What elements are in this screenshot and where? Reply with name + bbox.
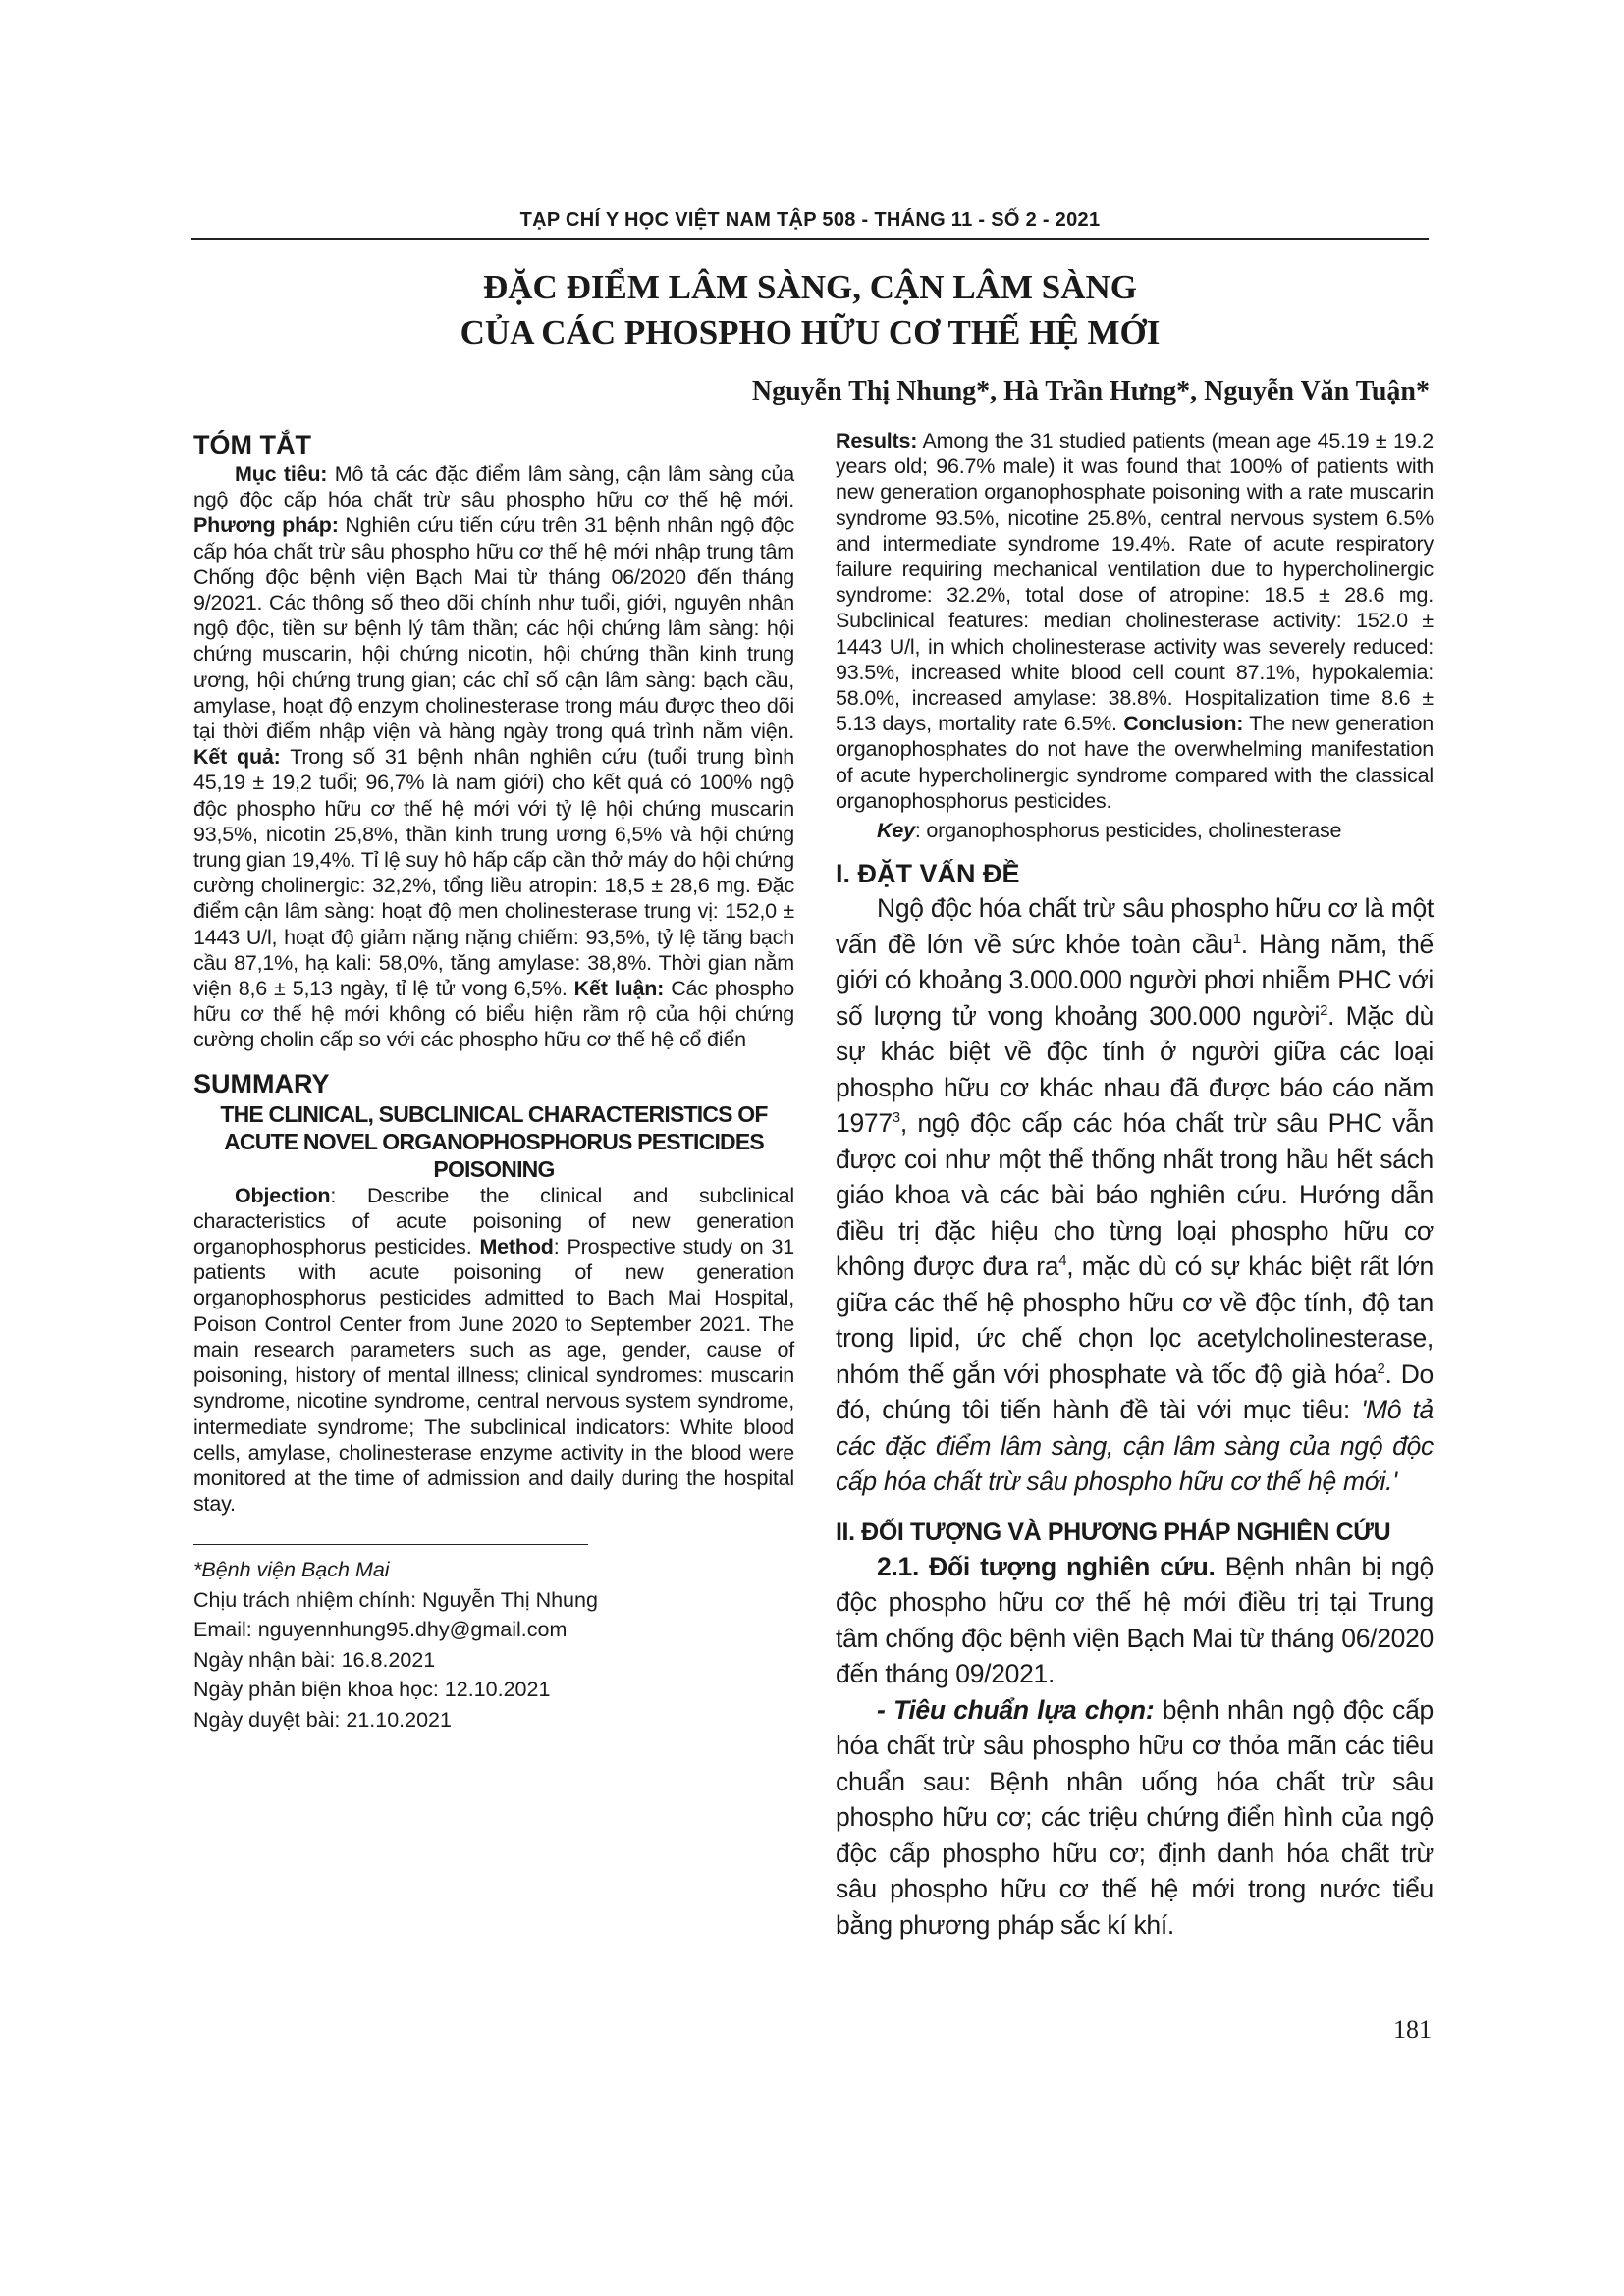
intro-text-6: . Do đó, chúng tôi tiến hành đề tài với mục tiêu:	[836, 1359, 1434, 1425]
author-list: Nguyễn Thị Nhung*, Hà Trần Hưng*, Nguyễn Văn Tuận*	[751, 376, 1430, 406]
footnote-email: Email: nguyennhung95.dhy@gmail.com	[193, 1618, 568, 1642]
objection-label: Objection	[235, 1183, 331, 1207]
subsection-text: Bệnh nhân bị ngộ độc phospho hữu cơ thế hệ mới điều trị tại Trung tâm chống độc bệnh viện Bạch Mai từ tháng 06/2020 đến tháng 09/2021.	[836, 1551, 1434, 1689]
summary-results-paragraph	[836, 428, 1434, 814]
method-label: Phương pháp:	[193, 513, 339, 538]
subsection-label: 2.1. Đối tượng nghiên cứu.	[877, 1551, 1216, 1581]
summary-method-text: : Prospective study on 31 patients with acute poisoning of new generation organophosphorus pesticides admitted to Bach Mai Hospital, Poison Control Center from June 2020 to September 2021. The main research parameters such as age, gender, cause of poisoning, history of mental illness; clinical syndromes: muscarin syndrome, nicotine syndrome, central nervous system syndrome, intermediate syndrome; The subclinical indicators: White blood cells, amylase, cholinesterase enzyme activity in the blood were monitored at the time of admission and daily during the hospital stay.	[193, 1235, 794, 1517]
left-column	[193, 428, 794, 1735]
summary-conclusion-label: Conclusion:	[1123, 712, 1244, 736]
footnote-responsible: Chịu trách nhiệm chính: Nguyễn Thị Nhung	[193, 1587, 598, 1612]
intro-text-5: , mặc dù có sự khác biệt rất lớn giữa các thế hệ phospho hữu cơ về độc tính, độ tan trong lipid, ức chế chọn lọc acetylcholinesterase, nhóm thế gắn với phosphate và tốc độ già hóa	[836, 1252, 1434, 1389]
conclusion-text: Các phospho hữu cơ thế hệ mới không có biểu hiện rầm rộ của hội chứng cường cholin cấp so với các phospho hữu cơ thế hệ cổ điển	[193, 977, 794, 1052]
journal-header: TẠP CHÍ Y HỌC VIỆT NAM TẬP 508 - THÁNG 11 - SỐ 2 - 2021	[519, 209, 1101, 231]
summary-method-label: Method	[479, 1235, 554, 1259]
keywords	[836, 818, 1434, 843]
results-label: Kết quả:	[193, 745, 281, 770]
citation-ref: 4	[1058, 1253, 1067, 1270]
footnote-rule	[193, 1544, 588, 1545]
summary-conclusion-text: The new generation organophosphates do not have the overwhelming manifestation of acute hypercholinergic syndrome compared with the classical organophosphorus pesticides.	[836, 712, 1434, 813]
summary-results-label: Results:	[836, 429, 918, 453]
section-2-1-paragraph	[836, 1549, 1434, 1692]
keywords-label: Key	[877, 819, 915, 843]
abstract-vi-paragraph	[193, 461, 794, 1053]
objective-label: Mục tiêu:	[235, 462, 328, 486]
intro-text-3: . Mặc dù sự khác biệt về độc tính ở người giữa các loại phospho hữu cơ khác nhau đã được báo cáo năm 1977	[836, 1000, 1434, 1139]
intro-text-2: . Hàng năm, thế giới có khoảng 3.000.000 người phơi nhiễm PHC với số lượng tử vong khoảng 300.000 người	[836, 929, 1434, 1031]
page-number: 181	[1393, 2015, 1432, 2044]
header-rule	[191, 238, 1429, 240]
footnote-received: Ngày nhận bài: 16.8.2021	[193, 1647, 436, 1672]
citation-ref: 1	[1232, 930, 1241, 947]
summary-paragraph	[193, 1183, 794, 1518]
citation-ref: 2	[1320, 1001, 1328, 1019]
criteria-paragraph	[836, 1692, 1434, 1944]
footnote-approved: Ngày duyệt bài: 21.10.2021	[193, 1707, 452, 1732]
intro-text-1: Ngộ độc hóa chất trừ sâu phospho hữu cơ là một vấn đề lớn về sức khỏe toàn cầu	[836, 893, 1434, 959]
summary-results-text: Among the 31 studied patients (mean age 45.19 ± 19.2 years old; 96.7% male) it was found that 100% of patients with new generation organophosphate poisoning with a rate muscarin syndrome 93.5%, nicotine 25.8%, central nervous system 6.5% and intermediate syndrome 19.4%. Rate of acute respiratory failure requiring mechanical ventilation due to hypercholinergic syndrome: 32.2%, total dose of atropine: 18.5 ± 28.6 mg. Subclinical features: median cholinesterase activity: 152.0 ± 1443 U/l, in which cholinesterase activity was severely reduced: 93.5%, increased white blood cell count 87.1%, hypokalemia: 58.0%, increased amylase: 38.8%. Hospitalization time 8.6 ± 5.13 days, mortality rate 6.5%.	[836, 429, 1434, 736]
objective-text: Mô tả các đặc điểm lâm sàng, cận lâm sàng của ngộ độc cấp hóa chất trừ sâu phospho hữu cơ thế hệ mới.	[193, 462, 794, 512]
study-objective: 'Mô tả các đặc điểm lâm sàng, cận lâm sàng của ngộ độc cấp hóa chất trừ sâu phospho hữu cơ thế hệ mới.'	[836, 1395, 1434, 1497]
title-line-2: CỦA CÁC PHOSPHO HỮU CƠ THẾ HỆ MỚI	[460, 313, 1161, 351]
intro-text-4: , ngộ độc cấp các hóa chất trừ sâu PHC vẫn được coi như một thể thống nhất trong hầu hết sách giáo khoa và các bài báo nghiên cứu. Hướng dẫn điều trị đặc hiệu cho từng loại phospho hữu cơ không được đưa ra	[836, 1108, 1434, 1282]
footnote-reviewed: Ngày phản biện khoa học: 12.10.2021	[193, 1678, 551, 1702]
title-line-1: ĐẶC ĐIỂM LÂM SÀNG, CẬN LÂM SÀNG	[483, 268, 1137, 306]
citation-ref: 2	[1377, 1360, 1385, 1377]
footnote-affiliation: *Bệnh viện Bạch Mai	[193, 1558, 390, 1582]
right-column	[836, 428, 1434, 1943]
section-1-paragraph	[836, 890, 1434, 1500]
criteria-text: bệnh nhân ngộ độc cấp hóa chất trừ sâu phospho hữu cơ thỏa mãn các tiêu chuẩn sau: Bệnh nhân uống hóa chất trừ sâu phospho hữu cơ; các triệu chứng điển hình của ngộ độc cấp phospho hữu cơ; định danh hóa chất trừ sâu phospho hữu cơ thế hệ mới trong nước tiểu bằng phương pháp sắc kí khí.	[836, 1694, 1434, 1940]
criteria-label: - Tiêu chuẩn lựa chọn:	[877, 1694, 1155, 1725]
method-text: Nghiên cứu tiến cứu trên 31 bệnh nhân ngộ độc cấp hóa chất trừ sâu phospho hữu cơ thế hệ mới nhập trung tâm Chống độc bệnh viện Bạch Mai từ tháng 06/2020 đến tháng 9/2021. Các thông số theo dõi chính như tuổi, giới, nguyên nhân ngộ độc, tiền sư bệnh lý tâm thần; các hội chứng lâm sàng: hội chứng muscarin, hội chứng nicotin, hội chứng thần kinh trung ương, hội chứng trung gian; các chỉ số cận lâm sàng: bạch cầu, amylase, hoạt độ enzym cholinesterase trong máu được theo dõi tại thời điểm nhập viện và hàng ngày trong quá trình nằm viện.	[193, 513, 794, 744]
results-text: Trong số 31 bệnh nhân nghiên cứu (tuổi trung bình 45,19 ± 19,2 tuổi; 96,7% là nam giới) cho kết quả có 100% ngộ độc phospho hữu cơ thế hệ mới với tỷ lệ hội chứng muscarin 93,5%, nicotin 25,8%, thần kinh trung ương 6,5% và hội chứng trung gian 19,4%. Tỉ lệ suy hô hấp cấp cần thở máy do hội chứng cường cholinergic: 32,2%, tổng liều atropin: 18,5 ± 28,6 mg. Đặc điểm cận lâm sàng: hoạt độ men cholinesterase trung vị: 152,0 ± 1443 U/l, hoạt độ giảm nặng nặng chiếm: 93,5%, tỷ lệ tăng bạch cầu 87,1%, hạ kali: 58,0%, tăng amylase: 38,8%. Thời gian nằm viện 8,6 ± 5,13 ngày, tỉ lệ tử vong 6,5%.	[193, 745, 794, 1001]
objection-text: : Describe the clinical and subclinical characteristics of acute poisoning of new generation organophosphorus pesticides.	[193, 1183, 794, 1259]
section-1-heading: I. ĐẶT VẤN ĐỀ	[836, 859, 1020, 889]
summary-title: THE CLINICAL, SUBCLINICAL CHARACTERISTICS OF ACUTE NOVEL ORGANOPHOSPHORUS PESTICIDES POISONING	[220, 1100, 768, 1182]
citation-ref: 3	[892, 1109, 900, 1127]
conclusion-label: Kết luận:	[573, 977, 665, 1001]
abstract-vi-heading: TÓM TẮT	[193, 430, 311, 459]
section-2-heading: II. ĐỐI TƯỢNG VÀ PHƯƠNG PHÁP NGHIÊN CỨU	[836, 1518, 1391, 1546]
summary-heading: SUMMARY	[193, 1068, 330, 1098]
keywords-text: : organophosphorus pesticides, cholinesterase	[914, 819, 1342, 843]
article-title	[191, 265, 1429, 355]
